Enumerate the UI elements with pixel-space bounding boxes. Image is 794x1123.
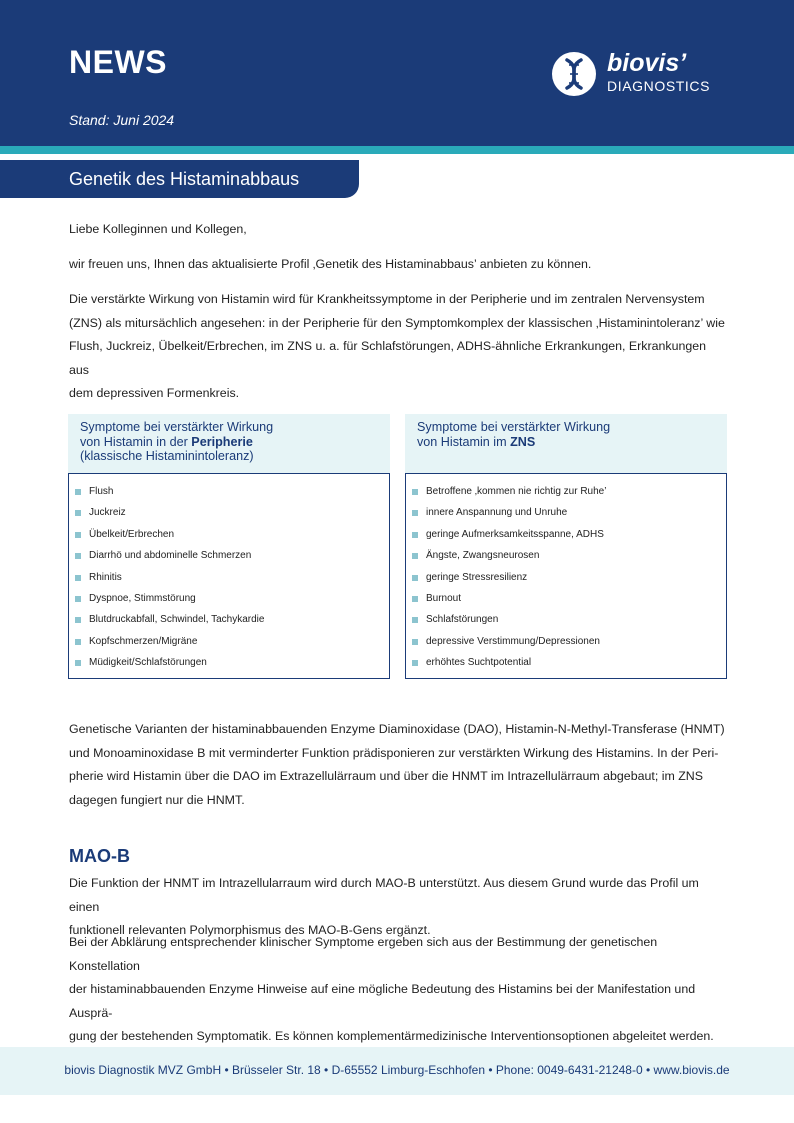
square-bullet-icon bbox=[412, 510, 418, 516]
square-bullet-icon bbox=[75, 596, 81, 602]
symptom-label: Flush bbox=[89, 486, 114, 497]
title-tab bbox=[0, 160, 359, 198]
footer bbox=[0, 1047, 794, 1095]
symptom-label: Burnout bbox=[426, 593, 462, 604]
symptom-label: Betroffene ‚kommen nie richtig zur Ruhe’ bbox=[426, 486, 607, 497]
biovis-logo bbox=[552, 49, 732, 98]
mao-b-heading: MAO-B bbox=[69, 846, 130, 866]
square-bullet-icon bbox=[412, 639, 418, 645]
symptom-label: erhöhtes Suchtpotential bbox=[426, 657, 532, 669]
square-bullet-icon bbox=[412, 575, 418, 581]
square-bullet-icon bbox=[75, 660, 81, 666]
mao-b-paragraph-line: funktionell relevanten Polymorphismus des MAO-B-Gens ergänzt. bbox=[69, 923, 431, 937]
symptom-label: depressive Verstimmung/Depressionen bbox=[426, 635, 600, 647]
symptom-label: Übelkeit/Erbrechen bbox=[89, 528, 175, 540]
page-title: Genetik des Histaminabbaus bbox=[69, 169, 300, 189]
square-bullet-icon bbox=[412, 532, 418, 538]
mao-b-paragraph-line: gung der bestehenden Symptomatik. Es können komplementärmedizinische Interventionsoptionen abgeleitet werden. bbox=[69, 1029, 714, 1043]
square-bullet-icon bbox=[412, 489, 418, 495]
symptom-label: Dyspnoe, Stimmstörung bbox=[89, 593, 196, 604]
square-bullet-icon bbox=[75, 553, 81, 559]
square-bullet-icon bbox=[75, 575, 81, 581]
intro-paragraph-line: (ZNS) als mitursächlich angesehen: in der Peripherie für den Symptomkomplex der klassischen ‚Histaminintoleranz’ wie bbox=[69, 315, 725, 330]
intro-paragraph bbox=[69, 288, 729, 406]
square-bullet-icon bbox=[75, 489, 81, 495]
square-bullet-icon bbox=[412, 553, 418, 559]
square-bullet-icon bbox=[412, 660, 418, 666]
square-bullet-icon bbox=[412, 617, 418, 623]
logo-subtitle: DIAGNOSTICS bbox=[607, 78, 711, 94]
genetics-paragraph-line: und Monoaminoxidase B mit verminderter Funktion prädisponieren zur verstärkten Wirkung des Histamins. In der Peri- bbox=[69, 745, 719, 760]
header-stripe bbox=[0, 146, 794, 154]
symptom-label: geringe Stressresilienz bbox=[426, 571, 528, 583]
genetics-paragraph-line: Genetische Varianten der histaminabbauenden Enzyme Diaminoxidase (DAO), Histamin-N-Methyl-Transferase (HNMT) bbox=[69, 722, 725, 736]
symptom-label: Ängste, Zwangsneurosen bbox=[426, 550, 540, 562]
genetics-paragraph-line: dagegen fungiert nur die HNMT. bbox=[69, 792, 245, 807]
square-bullet-icon bbox=[75, 510, 81, 516]
intro-paragraph-line: dem depressiven Formenkreis. bbox=[69, 386, 240, 400]
symptom-label: Diarrhö und abdominelle Schmerzen bbox=[89, 550, 252, 562]
square-bullet-icon bbox=[75, 617, 81, 623]
header-banner bbox=[0, 0, 794, 146]
genetics-paragraph-line: pherie wird Histamin über die DAO im Extrazellulärraum und über die HNMT im Intrazellulärraum abgebaut; im ZNS bbox=[69, 769, 703, 783]
symptom-label: innere Anspannung und Unruhe bbox=[426, 507, 568, 519]
cns-symptoms-heading: Symptome bei verstärkter Wirkung von Histamin im ZNS bbox=[405, 414, 727, 473]
peripheral-symptoms-heading: Symptome bei verstärkter Wirkung von Histamin in der Peripherie (klassische Histaminintoleranz) bbox=[68, 414, 390, 473]
publication-date: Stand: Juni 2024 bbox=[69, 112, 175, 128]
intro-paragraph-line: Die verstärkte Wirkung von Histamin wird für Krankheitssymptome in der Peripherie und im zentralen Nervensystem bbox=[69, 292, 705, 306]
symptom-label: Müdigkeit/Schlafstörungen bbox=[89, 657, 207, 669]
greeting: Liebe Kolleginnen und Kollegen, bbox=[69, 222, 247, 236]
mao-b-paragraph-line: der histaminabbauenden Enzyme Hinweise auf eine mögliche Bedeutung des Histamins bei der Manifestation und Ausprä- bbox=[69, 982, 696, 1020]
symptom-label: Kopfschmerzen/Migräne bbox=[89, 635, 198, 647]
symptom-label: Blutdruckabfall, Schwindel, Tachykardie bbox=[89, 614, 265, 626]
peripheral-symptoms-list bbox=[68, 473, 390, 679]
square-bullet-icon bbox=[75, 532, 81, 538]
cns-symptoms-list bbox=[405, 473, 727, 679]
symptom-label: geringe Aufmerksamkeitsspanne, ADHS bbox=[426, 528, 604, 540]
symptom-label: Schlafstörungen bbox=[426, 614, 499, 626]
square-bullet-icon bbox=[412, 596, 418, 602]
mao-b-paragraph-line: Die Funktion der HNMT im Intrazellularraum wird durch MAO-B unterstützt. Aus diesem Grund wurde das Profil um einen bbox=[69, 876, 699, 914]
square-bullet-icon bbox=[75, 639, 81, 645]
logo-wordmark: biovis’ bbox=[607, 49, 687, 77]
intro-line: wir freuen uns, Ihnen das aktualisierte Profil ‚Genetik des Histaminabbaus’ anbieten zu können. bbox=[69, 257, 592, 271]
mao-b-paragraph-line: Bei der Abklärung entsprechender klinischer Symptome ergeben sich aus der Bestimmung der genetischen Konstellation bbox=[69, 935, 658, 973]
mao-b-paragraph-2 bbox=[69, 931, 729, 1049]
footer-contact: biovis Diagnostik MVZ GmbH • Brüsseler Str. 18 • D-65552 Limburg-Eschhofen • Phone: 0049-6431-21248-0 • www.biovis.de bbox=[64, 1063, 730, 1077]
news-title: NEWS bbox=[69, 44, 167, 80]
genetics-paragraph bbox=[69, 718, 729, 812]
symptom-label: Rhinitis bbox=[89, 571, 122, 583]
symptom-label: Juckreiz bbox=[89, 507, 126, 519]
dna-helix-icon bbox=[552, 52, 596, 96]
intro-paragraph-line: Flush, Juckreiz, Übelkeit/Erbrechen, im ZNS u. a. für Schlafstörungen, ADHS-ähnliche Erkrankungen, Erkrankungen aus bbox=[69, 339, 707, 377]
